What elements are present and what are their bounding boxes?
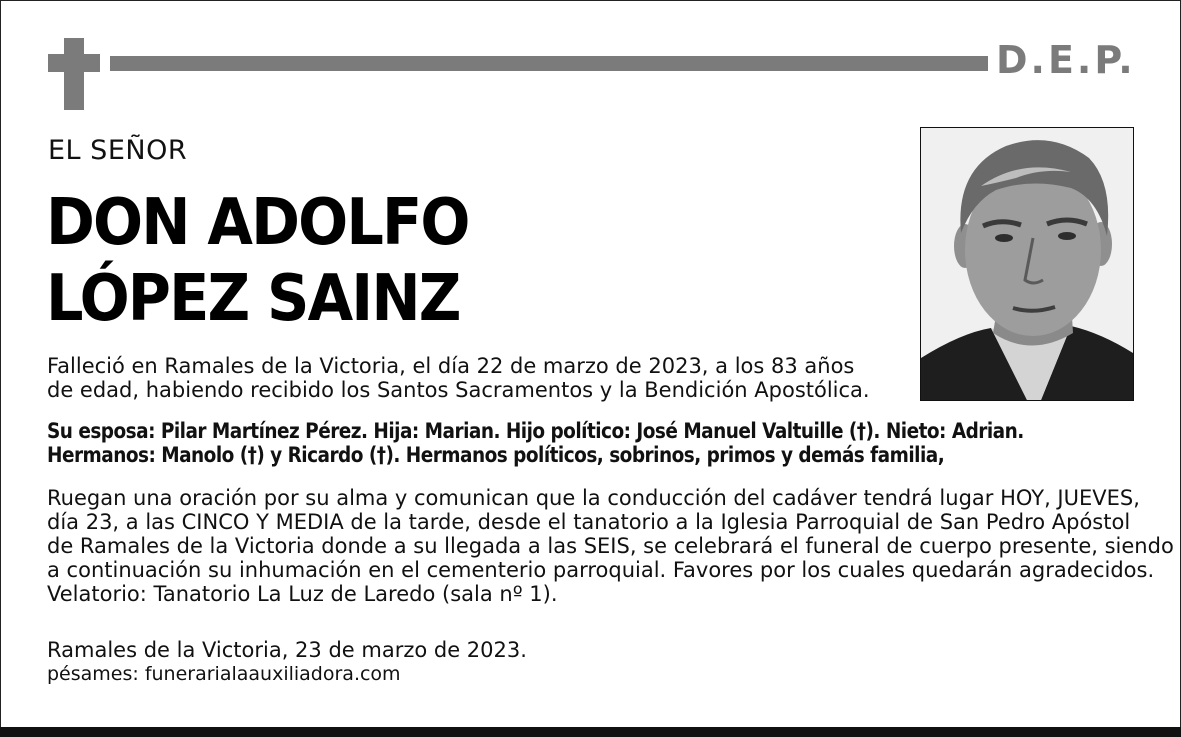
ceremony-details xyxy=(47,486,1174,606)
cross-icon-horizontal xyxy=(48,54,100,72)
death-notice-line: de edad, habiendo recibido los Santos Sacramentos y la Bendición Apostólica. xyxy=(47,378,870,402)
bottom-border xyxy=(0,727,1181,737)
footer xyxy=(47,638,1157,686)
condolences-link[interactable]: pésames: funerarialaauxiliadora.com xyxy=(47,663,401,685)
family-line xyxy=(47,443,1157,467)
ceremony-line: Ruegan una oración por su alma y comunican que la conducción del cadáver tendrá lugar HOY, JUEVES, xyxy=(47,486,1140,510)
death-notice xyxy=(47,354,1157,402)
death-notice-line: Falleció en Ramales de la Victoria, el día 22 de marzo de 2023, a los 83 años xyxy=(47,354,855,378)
cross-icon-vertical xyxy=(64,38,84,110)
deceased-name-line1: DON ADOLFO xyxy=(46,186,469,260)
dep-label: D.E.P. xyxy=(996,38,1136,82)
family-list xyxy=(47,419,1157,467)
family-line-text: Hermanos: Manolo (†) y Ricardo (†). Hermanos políticos, sobrinos, primos y demás familia, xyxy=(47,443,945,467)
place-date: Ramales de la Victoria, 23 de marzo de 2023. xyxy=(47,638,527,662)
family-line xyxy=(47,419,1157,443)
header-rule xyxy=(110,56,988,71)
family-line-text: Su esposa: Pilar Martínez Pérez. Hija: Marian. Hijo político: José Manuel Valtuille (†). Nieto: Adrian. xyxy=(47,419,1024,443)
ceremony-line: día 23, a las CINCO Y MEDIA de la tarde, desde el tanatorio a la Iglesia Parroquial de San Pedro Apóstol xyxy=(47,510,1131,534)
deceased-name-line2: LÓPEZ SAINZ xyxy=(46,262,460,336)
ceremony-line: de Ramales de la Victoria donde a su llegada a las SEIS, se celebrará el funeral de cuerpo presente, siendo xyxy=(47,534,1174,558)
ceremony-line: a continuación su inhumación en el cementerio parroquial. Favores por los cuales quedarán agradecidos. xyxy=(47,558,1155,582)
honorific: EL SEÑOR xyxy=(48,135,188,166)
ceremony-line: Velatorio: Tanatorio La Luz de Laredo (sala nº 1). xyxy=(47,582,558,606)
